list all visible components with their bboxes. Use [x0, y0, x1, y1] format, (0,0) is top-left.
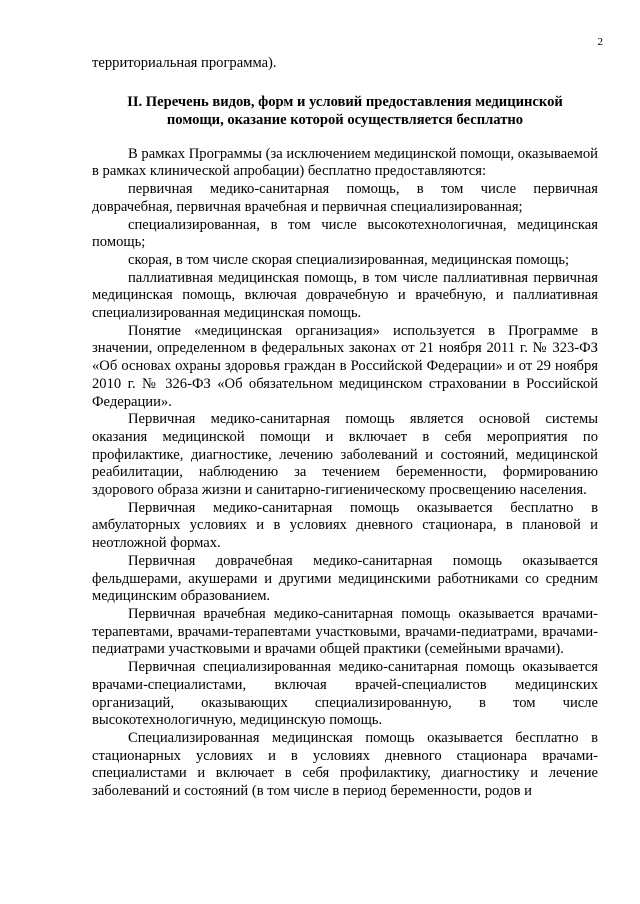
continuation-text: территориальная программа).: [92, 55, 277, 71]
section-heading-line-2: помощи, оказание которой осуществляется бесплатно: [166, 111, 524, 128]
paragraph-primary-medical-care: Первичная врачебная медико-санитарная помощь оказывается врачами-терапевтами, врачами-терапевтами участковыми, врачами-педиатрами, врачами-педиатрами участковыми и врачами общей практики (семейными врачами).: [92, 605, 598, 658]
paragraph-emergency-care-item: скорая, в том числе скорая специализированная, медицинская помощь;: [128, 251, 570, 268]
page-content: [92, 55, 598, 801]
paragraph-primary-specialized-care: Первичная специализированная медико-санитарная помощь оказывается врачами-специалистами, включая врачей-специалистов медицинских организаций, оказывающих специализированную, в том числе высокотехнологичную, медицинскую помощь.: [92, 659, 598, 729]
section-heading-line-1: II. Перечень видов, форм и условий предоставления медицинской: [127, 93, 563, 110]
paragraph-palliative-care-item: паллиативная медицинская помощь, в том числе паллиативная первичная медицинская помощь, включая доврачебную и врачебную, и паллиативная специализированная медицинская помощь.: [92, 269, 598, 322]
section-heading: [92, 93, 598, 129]
paragraph-primary-care-conditions: Первичная медико-санитарная помощь оказывается бесплатно в амбулаторных условиях и в условиях дневного стационара, в плановой и неотложной формах.: [92, 499, 598, 552]
paragraph-medical-organization-definition: Понятие «медицинская организация» используется в Программе в значении, определенном в федеральных законах от 21 ноября 2011 г. № 323-ФЗ «Об основах охраны здоровья граждан в Российской Федерации» и от 29 ноября 2010 г. № 326-ФЗ «Об обязательном медицинском страховании в Российской Федерации».: [92, 322, 598, 410]
paragraph-program-scope: В рамках Программы (за исключением медицинской помощи, оказываемой в рамках клинической апробации) бесплатно предоставляются:: [92, 145, 598, 180]
paragraph-pre-medical-care: Первичная доврачебная медико-санитарная помощь оказывается фельдшерами, акушерами и другими медицинскими работниками со средним медицинским образованием.: [92, 552, 598, 605]
paragraph-specialized-care-description: Специализированная медицинская помощь оказывается бесплатно в стационарных условиях и в условиях дневного стационара врачами-специалистами и включает в себя профилактику, диагностику и лечение заболеваний и состояний (в том числе в период беременности, родов и: [92, 729, 598, 800]
page-number: 2: [597, 36, 603, 48]
paragraph-primary-care-item: первичная медико-санитарная помощь, в том числе первичная доврачебная, первичная врачебная и первичная специализированная;: [92, 181, 598, 215]
paragraph-specialized-care-item: специализированная, в том числе высокотехнологичная, медицинская помощь;: [92, 216, 598, 251]
paragraph-primary-care-description: Первичная медико-санитарная помощь является основой системы оказания медицинской помощи и включает в себя мероприятия по профилактике, диагностике, лечению заболеваний и состояний, медицинской реабилитации, наблюдению за течением беременности, формированию здорового образа жизни и санитарно-гигиеническому просвещению населения.: [92, 411, 598, 499]
